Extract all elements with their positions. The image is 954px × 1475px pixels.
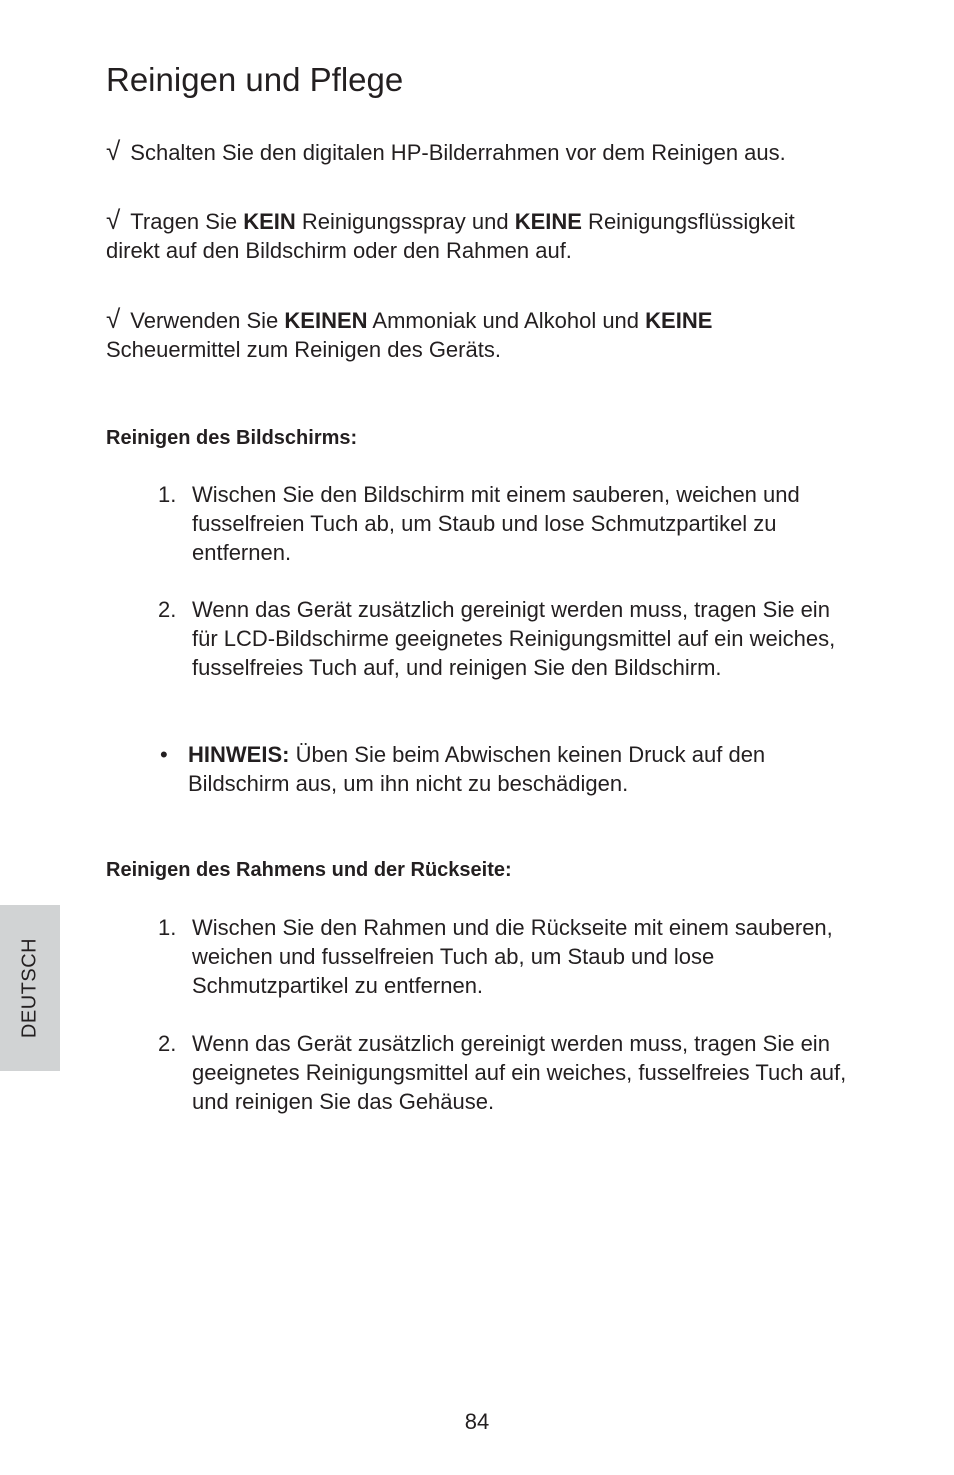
language-side-tab [0, 905, 60, 1071]
page-number: 84 [464, 1409, 490, 1434]
frame-step-1 [158, 913, 858, 1000]
check-text: Ammoniak und Alkohol und [367, 308, 646, 333]
note-item [160, 740, 840, 798]
check-text: Reinigungsflüssigkeit direkt auf den Bildschirm oder den Rahmen auf. [106, 209, 795, 263]
check-mark-icon: √ [106, 205, 121, 235]
step-number: 1. [158, 915, 177, 940]
step-number: 1. [158, 482, 177, 507]
check-emphasis: KEIN [243, 209, 296, 234]
bullet-icon: • [160, 742, 168, 767]
step-text: Wischen Sie den Bildschirm mit einem sauberen, weichen und fusselfreien Tuch ab, um Staub und lose Schmutzpartikel zu entfernen. [192, 482, 800, 565]
step-text: Wenn das Gerät zusätzlich gereinigt werden muss, tragen Sie ein geeignetes Reinigungsmittel auf ein weiches, fusselfreies Tuch auf, und reinigen Sie das Gehäuse. [192, 1031, 847, 1114]
check-mark-icon: √ [106, 136, 121, 166]
check-text: Schalten Sie den digitalen HP-Bilderrahmen vor dem Reinigen aus. [130, 140, 786, 165]
check-emphasis: KEINEN [284, 308, 368, 333]
page-title: Reinigen und Pflege [106, 61, 404, 98]
language-tab-label: DEUTSCH [18, 937, 41, 1039]
check-text: Tragen Sie [130, 209, 244, 234]
check-emphasis: KEINE [514, 209, 582, 234]
frame-step-2 [158, 1029, 858, 1116]
note-text: Üben Sie beim Abwischen keinen Druck auf den Bildschirm aus, um ihn nicht zu beschädigen. [188, 742, 766, 796]
step-text: Wenn das Gerät zusätzlich gereinigt werden muss, tragen Sie ein für LCD-Bildschirme geeignetes Reinigungsmittel auf ein weiches, fusselfreies Tuch auf, und reinigen Sie den Bildschirm. [192, 597, 836, 680]
note-label: HINWEIS: [188, 742, 290, 767]
check-item-no-spray [106, 206, 846, 265]
step-text: Wischen Sie den Rahmen und die Rückseite mit einem sauberen, weichen und fusselfreien Tuch ab, um Staub und lose Schmutzpartikel zu entfernen. [192, 915, 833, 998]
section-heading-screen: Reinigen des Bildschirms: [106, 427, 358, 449]
check-mark-icon: √ [106, 304, 121, 334]
step-number: 2. [158, 597, 177, 622]
screen-step-2 [158, 595, 858, 682]
screen-step-1 [158, 480, 858, 567]
check-emphasis: KEINE [645, 308, 713, 333]
check-text: Reinigungsspray und [295, 209, 515, 234]
check-text: Verwenden Sie [130, 308, 285, 333]
step-number: 2. [158, 1031, 177, 1056]
section-heading-frame: Reinigen des Rahmens und der Rückseite: [106, 859, 512, 881]
check-text: Scheuermittel zum Reinigen des Geräts. [106, 337, 501, 362]
check-item-no-ammonia [106, 305, 846, 364]
check-item-power-off [106, 137, 846, 167]
